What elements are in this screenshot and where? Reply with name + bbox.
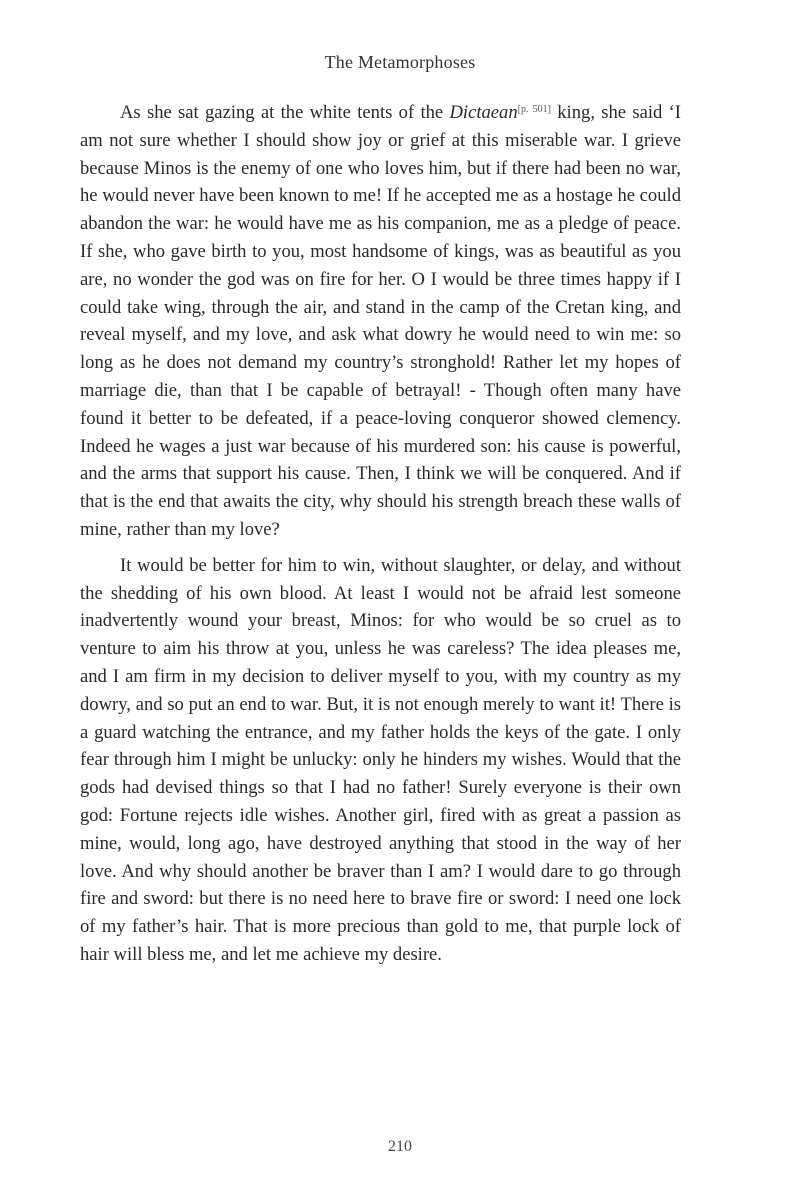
page-reference: [p. 501]	[517, 104, 551, 115]
page-number: 210	[388, 1138, 412, 1155]
running-head: The Metamorphoses	[324, 52, 476, 72]
paragraph-1-lead: As she sat gazing at the white tents of the	[120, 102, 450, 123]
italic-word-dictaean: Dictaean	[449, 102, 518, 123]
body-text	[80, 96, 681, 969]
paragraph-2: It would be better for him to win, without slaughter, or delay, and without the shedding of his own blood. At least I would not be afraid lest someone inadvertently wound your breast, Minos: for who would be so cruel as to venture to aim his throw at you, unless he was careless? The idea pleases me, and I am firm in my decision to deliver myself to you, with my country as my dowry, and so put an end to war. But, it is not enough merely to want it! There is a guard watching the entrance, and my father holds the keys of the gate. I only fear through him I might be unlucky: only he hinders my wishes. Would that the gods had devised things so that I had no father! Surely everyone is their own god: Fortune rejects idle wishes. Another girl, fired with as great a passion as mine, would, long ago, have destroyed anything that stood in the way of her love. And why should another be braver than I am? I would dare to go through fire and sword: but there is no need here to brave fire or sword: I need one lock of my father’s hair. That is more precious than gold to me, that purple lock of hair will bless me, and let me achieve my desire.	[80, 554, 681, 965]
paragraph-1-text: king, she said ‘I am not sure whether I should show joy or grief at this miserable war. I grieve because Minos is the enemy of one who loves him, but if there had been no war, he would never have been known to me! If he accepted me as a hostage he could abandon the war: he would have me as his companion, me as a pledge of peace. If she, who gave birth to you, most handsome of kings, was as beautiful as you are, no wonder the god was on fire for her. O I would be three times happy if I could take wing, through the air, and stand in the camp of the Cretan king, and reveal myself, and my love, and ask what dowry he would need to win me: so long as he does not demand my country’s stronghold! Rather let my hopes of marriage die, than that I be capable of betrayal! - Though often many have found it better to be defeated, if a peace-loving conqueror showed clemency. Indeed he wages a just war because of his murdered son: his cause is powerful, and the arms that support his cause. Then, I think we will be conquered. And if that is the end that awaits the city, why should his strength breach these walls of mine, rather than my love?	[80, 102, 681, 540]
paragraph-1	[80, 96, 681, 544]
